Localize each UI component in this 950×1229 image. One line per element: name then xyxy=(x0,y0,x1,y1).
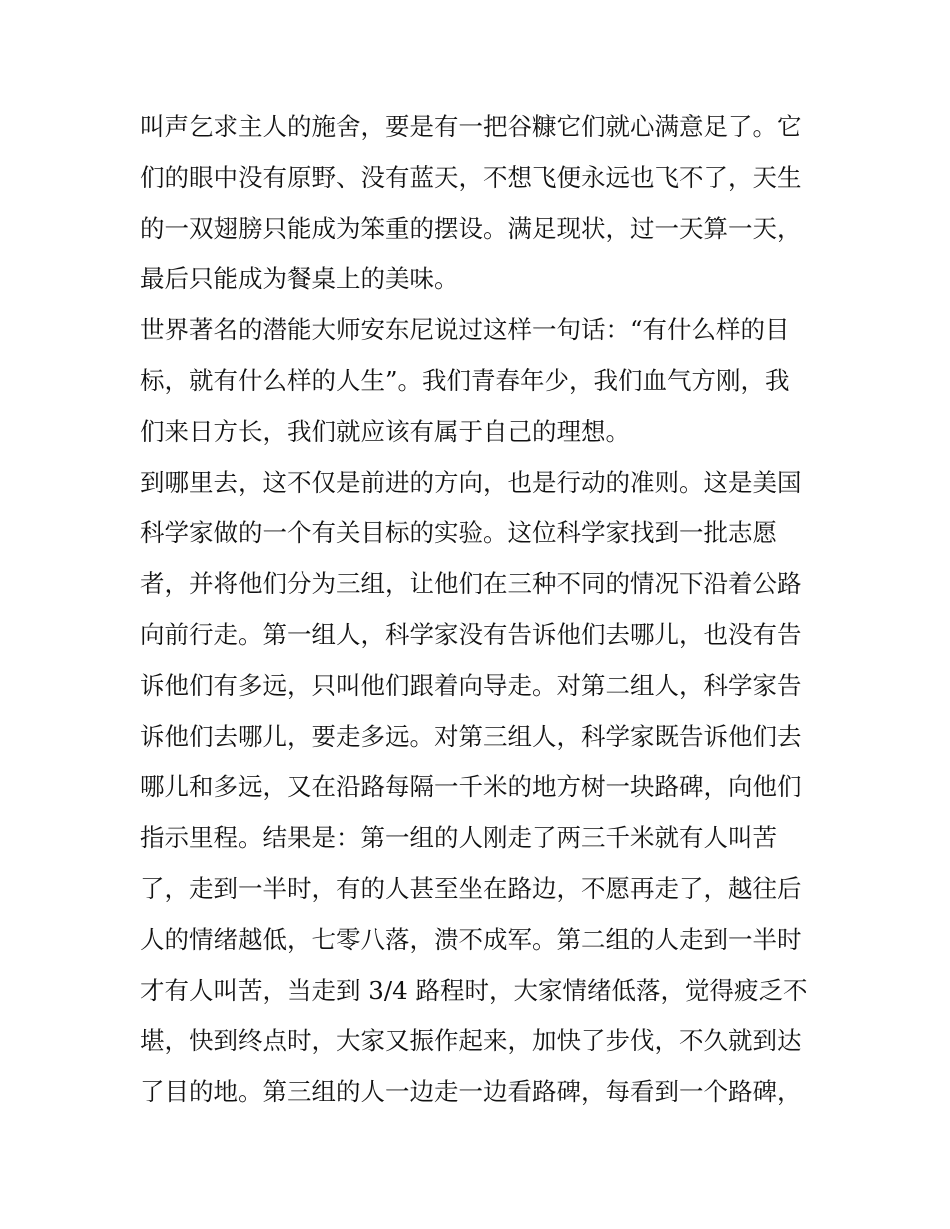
text-line: 者，并将他们分为三组，让他们在三种不同的情况下沿着公路 xyxy=(140,569,802,599)
text-line: 标，就有什么样的人生”。我们青春年少，我们血气方刚，我 xyxy=(140,365,790,395)
text-line: 们的眼中没有原野、没有蓝天，不想飞便永远也飞不了，天生 xyxy=(140,162,802,192)
text-line: 才有人叫苦，当走到 3/4 路程时，大家情绪低落，觉得疲乏不 xyxy=(140,975,808,1005)
text-line: 诉他们去哪儿，要走多远。对第三组人，科学家既告诉他们去 xyxy=(140,721,802,751)
body-text xyxy=(140,102,820,1118)
text-line: 叫声乞求主人的施舍，要是有一把谷糠它们就心满意足了。它 xyxy=(140,112,802,141)
text-line: 们来日方长，我们就应该有属于自己的理想。 xyxy=(140,416,630,446)
text-line: 世界著名的潜能大师安东尼说过这样一句话：“有什么样的目 xyxy=(140,315,790,345)
text-line: 到哪里去，这不仅是前进的方向，也是行动的准则。这是美国 xyxy=(140,467,802,497)
text-line: 哪儿和多远，又在沿路每隔一千米的地方树一块路碑，向他们 xyxy=(140,772,802,802)
text-line: 指示里程。结果是：第一组的人刚走了两三千米就有人叫苦 xyxy=(140,823,777,853)
text-line: 诉他们有多远，只叫他们跟着向导走。对第二组人，科学家告 xyxy=(140,670,802,700)
text-line: 了，走到一半时，有的人甚至坐在路边，不愿再走了，越往后 xyxy=(140,873,802,903)
text-line: 堪，快到终点时，大家又振作起来，加快了步伐，不久就到达 xyxy=(140,1026,802,1056)
text-line: 最后只能成为餐桌上的美味。 xyxy=(140,264,459,294)
text-line: 的一双翅膀只能成为笨重的摆设。满足现状，过一天算一天， xyxy=(140,213,802,243)
text-line: 人的情绪越低，七零八落，溃不成军。第二组的人走到一半时 xyxy=(140,924,802,954)
text-line: 了目的地。第三组的人一边走一边看路碑，每看到一个路碑， xyxy=(140,1077,802,1107)
text-line: 科学家做的一个有关目标的实验。这位科学家找到一批志愿 xyxy=(140,518,777,548)
text-line: 向前行走。第一组人，科学家没有告诉他们去哪儿，也没有告 xyxy=(140,619,802,649)
